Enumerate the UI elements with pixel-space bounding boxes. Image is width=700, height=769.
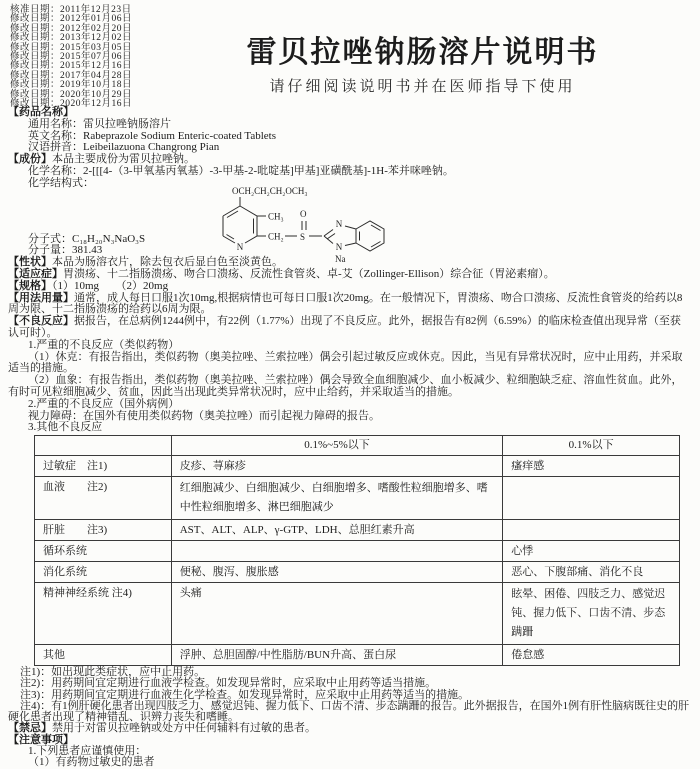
english-name-line: 英文名称：Rabeprazole Sodium Enteric-coated Tablets [28,129,276,142]
table-header-low-freq: 0.1%以下 [503,436,680,456]
indications-line: 【适应症】胃溃疡、十二指肠溃疡、吻合口溃疡、反流性食管炎、卓-艾（Zollinger-Ellison）综合征（胃泌素瘤）。 [8,267,555,280]
date-line: 修改日期：2020年12月16日 [10,99,133,110]
vision-disorder-line: 视力障碍：在国外有使用类似药物（奥美拉唑）而引起视力障碍的报告。 [28,409,380,422]
table-cell: 恶心、下腹部痛、消化不良 [503,562,680,583]
generic-name-line: 通用名称：雷贝拉唑钠肠溶片 [28,117,171,130]
table-cell: AST、ALT、ALP、γ-GTP、LDH、总胆红素升高 [171,520,503,541]
serious-reactions-heading: 1.严重的不良反应（类似药物） [28,338,180,351]
table-cell: 倦怠感 [503,645,680,666]
date-line: 核准日期：2011年12月23日 [10,5,132,15]
foreign-cases-heading: 2.严重的不良反应（国外病例） [28,397,180,410]
methylene-label: CH₂ [268,231,284,242]
page-subtitle: 请仔细阅读说明书并在医师指导下使用 [269,79,576,95]
table-note-2: 注2)：用药期间宜定期进行血液学检查。如发现异常时，应采取中止用药等适当措施。 [20,677,437,690]
table-header-system [35,436,172,456]
table-note-4: 注4)：有1例肝硬化患者出现四肢乏力、感觉迟钝、握力低下、口齿不清、步态蹒跚的报告。此外据报告，在国外1例有肝性脑病既往史的肝硬化患者出现了精神错乱、识辨力丧失和嗜睡。 [8,699,690,724]
revision-dates [10,6,132,109]
table-cell: 消化系统 [35,562,172,583]
table-cell: 红细胞减少、白细胞减少、白细胞增多、嗜酸性粒细胞增多、嗜中性粒细胞增多、淋巴细胞减少 [171,477,503,520]
table-cell: 浮肿、总胆固醇/中性脂肪/BUN升高、蛋白尿 [171,645,503,666]
chemical-name-line: 化学名称：2-[[[4-（3-甲氧基丙氧基）-3-甲基-2-吡啶基]甲基]亚磺酰基]-1H-苯并咪唑钠。 [28,164,454,177]
other-reactions-heading: 3.其他不良反应 [28,421,103,434]
table-cell [503,520,680,541]
pinyin-name-line: 汉语拼音：Leibeilazuona Changrong Pian [28,141,220,154]
table-note-3: 注3)：用药期间宜定期进行血液生化学检查。如发现异常时，应采取中止用药等适当的措施。 [20,688,470,701]
table-row [35,520,680,541]
methyl-label: CH₃ [268,211,284,222]
hemogram-paragraph: （2）血象：有报告指出，类似药物（奥美拉唑、兰索拉唑）偶会导致全血细胞减少、血小板减少、粒细胞缺乏症、溶血性贫血。此外，有时可见粒细胞减少、贫血，因此当出现此类异常状况时，应中止给药，并采取适当的措施。 [8,374,683,398]
section-heading: 【药品名称】 [8,106,74,118]
table-header-mid-freq: 0.1%~5%以下 [171,436,503,456]
table-note-1: 注1)：如出现此类症状，应中止用药。 [20,666,206,678]
table-cell: 肝脏 注3) [35,520,172,541]
table-cell: 过敏症 注1) [35,456,172,477]
molecular-weight-line: 分子量：381.43 [28,244,103,257]
table-header-row [35,436,680,456]
adverse-reactions-table [34,435,680,666]
table-cell: 头痛 [171,583,503,645]
chemical-structure-diagram [168,184,408,276]
sulfur-label: S [300,232,306,242]
dosage-line: 【用法用量】通常，成人每日口服1次10mg,根据病情也可每日口服1次20mg。在一般情况下，胃溃疡、吻合口溃疡、反流性食管炎的给药以8周为限、十二指肠溃疡的给药以6周为限。 [8,291,683,316]
composition-line: 【成份】本品主要成份为雷贝拉唑钠。 [8,153,195,166]
table-row [35,583,680,645]
table-cell: 眩晕、困倦、四肢乏力、感觉迟钝、握力低下、口齿不清、步态蹒跚 [503,583,680,645]
table-cell: 其他 [35,645,172,666]
precautions-heading: 【注意事项】 [8,733,74,746]
date-line: 修改日期：2012年01月06日 [10,14,133,25]
page-title: 雷贝拉唑钠肠溶片说明书 [246,36,599,69]
pyridine-n-label: N [236,242,244,252]
date-line: 修改日期：2020年10月29日 [10,89,133,100]
table-row [35,645,680,666]
adverse-reactions-line: 【不良反应】据报告，在总病例1244例中，有22例（1.77%）出现了不良反应。此外，据报告有82例（6.59%）的临床检查值出现异常（至获认可时）。 [8,315,681,339]
title-block [150,27,695,96]
strength-line: 【规格】（1）10mg （2）20mg [8,279,169,292]
table-cell: 便秘、腹泻、腹胀感 [171,562,503,583]
table-cell [171,541,503,562]
imidazole-n-bottom-label: N [335,242,343,252]
allergy-history-line: （1）有药物过敏史的患者 [28,756,155,769]
molecular-formula-line: 分子式：C₁₈H₂₀N₃NaO₃S [28,232,146,245]
date-line: 修改日期：2015年12月16日 [10,61,133,72]
date-line: 修改日期：2017年04月28日 [10,70,133,81]
structure-chain-label: OCH₂CH₂CH₂OCH₃ [232,186,308,196]
caution-patients-line: 1.下列患者应谨慎使用： [28,745,147,758]
date-line: 修改日期：2019年10月18日 [10,80,133,91]
date-line: 修改日期：2012年02月20日 [10,23,133,34]
table-cell: 循环系统 [35,541,172,562]
table-cell [503,477,680,520]
table-row [35,456,680,477]
date-line: 修改日期：2013年12月02日 [10,33,133,44]
description-line: 【性状】本品为肠溶衣片，除去包衣后显白色至淡黄色。 [8,256,283,269]
date-line: 修改日期：2015年07月06日 [10,52,133,63]
table-cell: 皮疹、荨麻疹 [171,456,503,477]
notes-and-footer [8,667,692,769]
table-cell: 心悸 [503,541,680,562]
table-row [35,562,680,583]
oxygen-label: O [300,209,307,219]
imidazole-n-top-label: N [335,219,343,229]
sodium-label: Na [335,254,346,264]
structure-label-line: 化学结构式： [28,176,94,189]
shock-paragraph: （1）休克：有报告指出，类似药物（奥美拉唑、兰索拉唑）偶会引起过敏反应或休克。因此，当见有异常状况时，应中止用药，并采取适当的措施。 [8,350,683,375]
table-row [35,477,680,520]
table-cell: 瘙痒感 [503,456,680,477]
contraindications-line: 【禁忌】禁用于对雷贝拉唑钠或处方中任何辅料有过敏的患者。 [8,722,316,735]
table-cell: 血液 注2) [35,477,172,520]
table-cell: 精神神经系统 注4) [35,583,172,645]
date-line: 修改日期：2015年03月05日 [10,42,133,53]
table-row [35,541,680,562]
